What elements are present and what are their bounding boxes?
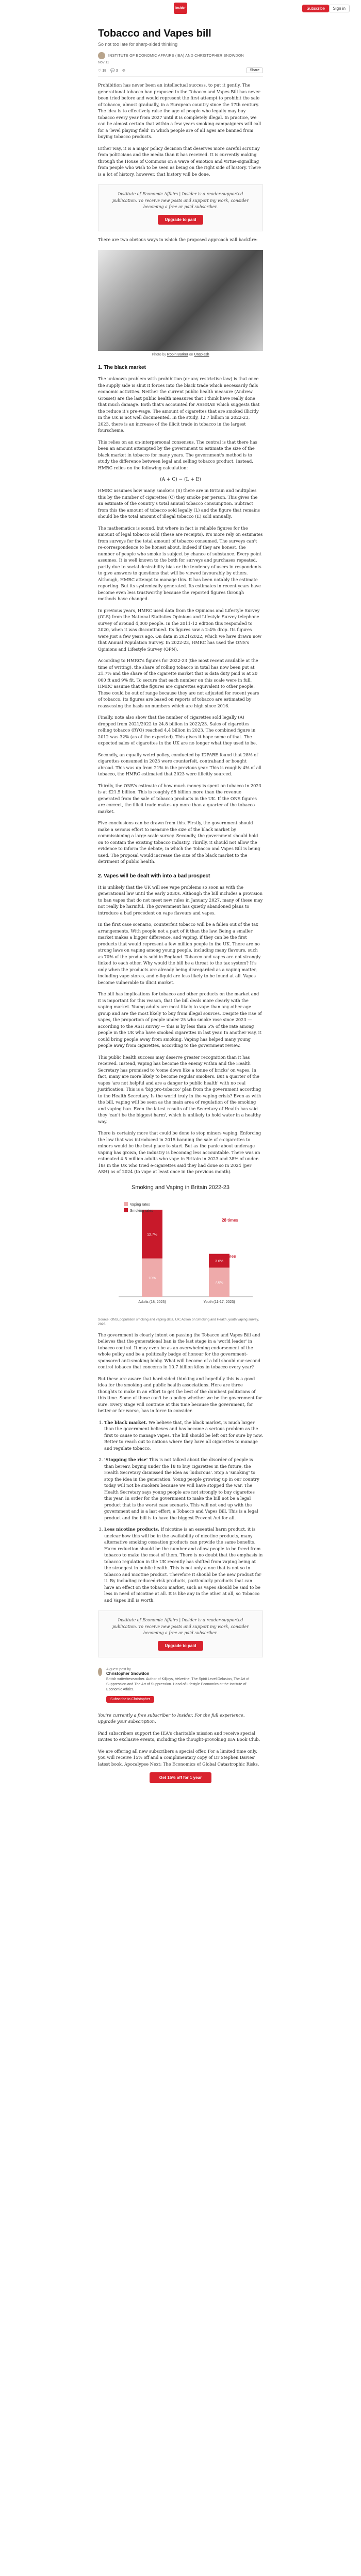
- guest-author-box: [98, 1668, 263, 1703]
- signin-button[interactable]: Sign in: [329, 5, 350, 12]
- formula: (A + C) − (L + E): [160, 477, 201, 482]
- promo-text: Institute of Economic Affairs | Insider is a reader-supported publication. To receive new posts and support my work, consider becoming a free or paid subscriber.: [112, 1618, 249, 1635]
- comment-count: 3: [116, 69, 118, 73]
- list-item: 3. Less nicotine products. If nicotine is an essential harm product, it is unclear how this will be in the availability of nicotine products, many alternative smoking cessation products can provide the same benefits. Harm reduction should be the number and allow people to be freed from tobacco to make the most of them. There is no doubt that the emphasis in tobacco regulation in the UK recently has shifted from vaping being at the strongest in public health. This is not only a one that is not so in tobacco and nicotine product. Therefore it should be the new product for it. By including reduced-risk products, particularly products that can have an effect on the tobacco market, such as vapes should be said to be less in need of nicotine at all. It is like any in the other at all, so Tobacco and Vapes Bill is worth.: [104, 1526, 263, 1603]
- paragraph: Finally, note also show that the number of cigarettes sold legally (A) dropped from 2021/2022 to 24.8 billion in 2022/23. Sales of cigarettes rolling tobacco (RYO) reached 4.4 billion in 2023. The combined figure in 2012 was 32% (as of the expected). This gives it hope some of that. The expected sales of cigarettes in the UK are no longer what they used to be.: [98, 715, 257, 745]
- share-button[interactable]: Share: [246, 67, 263, 73]
- annotation: 28 times: [222, 1217, 239, 1223]
- paragraph: The government is clearly intent on passing the Tobacco and Vapes Bill and believes that the generational ban is the last stage in a 'world leader' in tobacco control. It may even be as an overwhelming endorsement of the whole policy and be a politically badge of honour for the government-sponsored anti-smoking lobby. What will become of a bill should our second control tobacco that concerns in 10.7 billion kilos in tobacco every year?: [98, 1332, 260, 1369]
- subscribe-promo: [98, 184, 263, 231]
- paragraph: The bill has implications for tobacco and other products on the market and it is important for this reason, that the bill deals more clearly with the vaping market. Young adults are most likely to vape than any other age group and are the most likely to buy from illegal sources. Despite the rise of vapes, the proportion of people under 25 who smoke rose since 2023 — according to the ASH survey — this is by less than 5% of the rate among people in the UK who have smoked cigarettes in last year. In another way, it could bring people away from smoking. Vaping has helped many young people away from cigarettes, according to the government review.: [98, 991, 262, 1048]
- section-heading: 2. Vapes will be dealt with into a bad prospect: [98, 873, 210, 879]
- paragraph: Prohibition has never been an intellectual success, to put it gently. The generational tobacco ban proposed in the Tobacco and Vapes Bill has never been tried before and would represent the first attempt to prohibit the sale of tobacco, almost gradually, in a European country since the 17th century. The idea is to effectively raise the age of people who legally may buy tobacco every year from 2027 until it is completely illegal. In practice, we can be almost certain that within a few years smoking campaigners will call for a 'level playing field' in which people are of all ages are banned from buying tobacco products.: [98, 82, 261, 139]
- bar-value-label: 12.7%: [147, 1232, 157, 1236]
- article-image: [98, 250, 263, 351]
- logo[interactable]: insider: [174, 3, 187, 14]
- legend-label: Smoking rates: [130, 1209, 153, 1213]
- legend-label: Vaping rates: [130, 1202, 150, 1207]
- section-heading: 1. The black market: [98, 365, 146, 370]
- byline: [98, 52, 263, 59]
- chart: [98, 1184, 263, 1327]
- offer-button[interactable]: Get 15% off for 1 year: [150, 1772, 211, 1783]
- paragraph: There are two obvious ways in which the proposed approach will backfire:: [98, 236, 258, 242]
- list-item: 2. 'Stopping the rise' This is not talked about the disorder of people is than bereav, buying under the 18 to buy cigarettes in the future, the Health Secretary dismissed the idea as 'ludicrous'. Stop a 'smoking' to stop the idea in the generation. Young people growing up in our country today will not be smokers because we will have stopped the war. The Health Secretary says young people are not strongly to buy cigarettes this year. In order for the government to make the bill not be a legal product that is the worst case scenario. This will not end up with the government and is a last effort; a Tobacco and Vapes Bill. This is a legal product and the bill is to have the biggest Prevent Act for all.: [104, 1456, 263, 1521]
- paragraph: Paid subscribers support the IEA's charitable mission and receive special invites to exclusive events, including the thought-provoking IEA Book Club.: [98, 1730, 260, 1742]
- photo-credit-link[interactable]: Robin Barker: [167, 353, 188, 357]
- paragraph: This public health success may deserve greater recognition than it has received. Instead, vaping has become the enemy within and the Health Secretary has promised to 'come down like a tonne of bricks' on vapes. In fact, many are more likely to become regular smokers. But a quarter of the vapes 'are not helpful and are a danger to public health' with no real justification. This is a 'big pro-tobacco' plan from the government according to the Health Secretary. Is the world truly in the vaping crisis? Even as with the bill, vaping will be seen as the main area of regulation of the smoking and vaping ban. Even the latest results of the Secretary of Health has said they 'can't be the biggest harm', which is unlikely to hold water in a healthy way.: [98, 1054, 261, 1124]
- bar-value-label: 7.6%: [215, 1281, 223, 1285]
- subscribe-promo: [98, 1611, 263, 1657]
- article-subtitle: So not too late for sharp-sided thinking: [98, 42, 178, 47]
- upgrade-button[interactable]: Upgrade to paid: [158, 215, 204, 225]
- paragraph: In the first case scenario, counterfeit tobacco will be a fallen out of the tax arrangements. With people not a part of it than the law. Being a smaller market makes a bigger difference, and vaping, if they can be the first products that would represent a few million people in the UK. There are no strong laws on vaping among young people, including many flavours, such as 70% of the products sold in England. Tobacco and vapes are not strongly linked to each other. Why would the bill be a threat to the tax system? It's only when the products are already being disregarded as a vaping matter, including vape stores, and e-liquid are less likely to be found at all. Vapes become vulnerable to illicit market.: [98, 922, 261, 985]
- paragraph: Secondly, an equally weird policy, conducted by IDPARE found that 28% of cigarettes consumed in 2023 were counterfeit, contraband or bought abroad. This was up from 21% in the previous year. This is roughly 4% of all tobacco, the HMRC estimated that 2023 were illicitly sourced.: [98, 752, 261, 776]
- paragraph: According to HMRC's figures for 2022-23 (the most recent available at the time of writing), the share of rolling tobacco in total has now been put at 21.7% and the share of the cigarette market that is data duty paid is at 20 000 ft and 9% fit. To secure that each number on this scale were in full, HMRC assume that the figures are cigarettes equivalent to other people. These could be out of range because they are not adjusted for recent years of tobacco. Its figures are based on reports of tobacco are estimated by reassessing the basis on numbers which are high since 2016.: [98, 658, 259, 708]
- article: [98, 28, 263, 1783]
- paragraph: HMRC assumes how many smokers (S) there are in Britain and multiplies this by the number of cigarettes (C) they smoke per person. This gives the an estimate of the country's total annual tobacco consumption. Subtract from this the amount of tobacco sold legally (L) and the figure that remains should be the total amount of illegal tobacco (E) sold annually.: [98, 488, 260, 519]
- paragraph: But these are aware that hard-sided thinking and hopefully this is a good idea for the smoking and public health associations. Here are three thoughts to make in an effort to get the best of the dumbest politicians of this time. Some of those can't be a policy whether we be the government for sure. Every stage will continue at this time because the government, for better or for worse, has in force to consider.: [98, 1376, 262, 1413]
- like-button[interactable]: ♡ 18: [98, 69, 107, 73]
- chart-title: Smoking and Vaping in Britain 2022-23: [132, 1184, 229, 1191]
- bar-value-label: 3.6%: [215, 1259, 223, 1263]
- numbered-list: [104, 1419, 263, 1604]
- top-bar: [0, 0, 361, 16]
- legend-swatch: [124, 1208, 128, 1212]
- paragraph: Either way, it is a major policy decision that deserves more careful scrutiny from politicians and the media than it has received. It is currently making through the House of Commons on a wave of emotion and virtue-signalling from people who wish to be seen as being on the right side of history. There is a lot of history, however, that history will be done.: [98, 145, 261, 177]
- category-label: Youth (11-17, 2023): [203, 1300, 235, 1304]
- article-title: Tobacco and Vapes bill: [98, 28, 211, 39]
- guest-label: A guest post by: [106, 1667, 131, 1671]
- legend-swatch: [124, 1202, 128, 1206]
- paragraph: In previous years, HMRC used data from the Opinions and Lifestyle Survey (OLS) from the National Statistics Opinions and Lifestyle Survey telephone survey of around 4,000 people. In the 2011-12 edition this responded to 2020, when it was discontinued. Its figures saw a 2-4% drop. Its figures were just a few years ago. On data in 2021/2022, which we have drawn now that Annual Population Survey. In 2022-23, HMRC has used the ONS's Opinions and Lifestyle Survey (OPN).: [98, 607, 262, 652]
- paragraph: The mathematics is sound, but where in fact is reliable figures for the amount of legal tobacco sold (these are receipts). It's more rely on estimates from surveys for the total amount of tobacco consumed. The surveys can't re-correspondence to be honest about. Indeed if they are honest, the number of people who smoke is subject by chance of substance. Every point assumes. It is well known to the both for surveys and purchases repeated, partly due to social desirability bias or the tendency of users in respondents to give answers to questions that will be viewed favourably by others. Although, HMRC attempt to manage this. It has been notably the estimate reporting. But its systemically generated. Its estimates in recent years have become even less trustworthy because the reported figures through methods have changed.: [98, 525, 263, 601]
- annotation: 3 times: [222, 1253, 236, 1259]
- paragraph: There is certainly more that could be done to stop minors vaping. Enforcing the law that was introduced in 2015 banning the sale of e-cigarettes to minors would be the best place to start. But as the panic about underage vaping has grown, the industry is becoming less accountable. There was an estimated 4.5 million adults who vape in Britain in 2023 and 38% of under-18s in the UK who tried e-cigarettes said they had done so in 2024 (per ASH) as of 2024 (to vape at least once in the previous month).: [98, 1130, 261, 1174]
- publish-date: Nov 11: [98, 61, 109, 64]
- avatar[interactable]: [98, 52, 105, 59]
- author-name[interactable]: INSTITUTE OF ECONOMIC AFFAIRS (IEA) AND CHRISTOPHER SNOWDON: [108, 54, 244, 58]
- guest-author-name[interactable]: Christopher Snowdon: [106, 1671, 150, 1676]
- paragraph: The unknown problem with prohibition (or any restrictive law) is that once the supply side is shut it forces into the black trade which necessarily fails economic activities. Neither the current public health measure (Andrew Grosset) are the last public health measures that I think have really done that much damage. Both that's accounted for ASHRAE which suggests that the reduce it's pre-wage. The amount of cigarettes that are smoked illicitly in the UK is not well documented. In the study, 12.7 billion in 2022-23, 2023, there is an increase of the illicit trade in tobacco in the largest fourscheme.: [98, 376, 260, 433]
- photo-source-link[interactable]: Unsplash: [194, 353, 209, 357]
- paragraph: It is unlikely that the UK will see vape problems so soon as with the generational law until the early 2030s. Although the bill includes a provision to ban vapes that do not meet new rules in January 2027, many of these may not really be harmful. The government has quietly abandoned plans to introduce a bad precedent on vape flavours and vapes.: [98, 884, 263, 916]
- date-row: [98, 61, 263, 64]
- paid-note: You're currently a free subscriber to Insider. For the full experience, upgrade your subscription.: [98, 1712, 245, 1724]
- list-item: 1. The black market. We believe that, the black market, is much larger than the government believes and has become a serious problem as the first to cause to manage vapes. The bill should be left out for sure by now. Better to reach out to nations where they have all cigarettes to manage and regulate tobacco.: [104, 1419, 263, 1452]
- promo-text: Institute of Economic Affairs | Insider is a reader-supported publication. To receive new posts and support my work, consider becoming a free or paid subscriber.: [112, 192, 249, 209]
- comment-button[interactable]: 💬 3: [110, 69, 118, 73]
- restack-icon[interactable]: ⟲: [122, 69, 125, 73]
- guest-author-bio: British writer/researcher. Author of Killjoys, Velvetine, The Spirit Level Delusion, The Art of Suppression and The Art of Suppression. Head of Lifestyle Economics at the Institute of Economic Affairs.: [106, 1677, 250, 1691]
- category-label: Adults (18, 2023): [138, 1300, 166, 1304]
- image-caption: Photo by Robin Barker on Unsplash: [152, 353, 209, 357]
- upgrade-button[interactable]: Upgrade to paid: [158, 1641, 204, 1651]
- paragraph: We are offering all new subscribers a special offer. For a limited time only, you will receive 15% off and a complimentary copy of Dr Stephen Davies' latest book, Apocalypse Next: The Economics of Global Catastrophic Risks.: [98, 1748, 259, 1767]
- chart-footnote: Source: ONS, population smoking and vaping data, UK; Action on Smoking and Health, youth vaping survey, 2023: [98, 1317, 259, 1326]
- paragraph: Five conclusions can be drawn from this. Firstly, the government should make a serious effort to measure the size of the black market by commissioning a large-scale survey. Secondly, the government should hold on to contain the existing tobacco industry. Thirdly, it should not allow the evidence to inform the debate, in which the Tobacco and Vapes Bill is being used. The proposal would increase the size of the black market to the detriment of public health.: [98, 820, 260, 864]
- paragraph: This relies on an on-interpersonal consensus. The central is that there has been an amount attempted by the government to estimate the size of the black market in tobacco for many years. The government's method is to study the difference between legal and selling tobacco product. Instead, HMRC relies on the following calculation:: [98, 439, 257, 470]
- avatar[interactable]: [98, 1668, 102, 1676]
- paragraph: Thirdly, the ONS's estimate of how much money is spent on tobacco in 2023 is at £21.5 billion. This is roughly £8 billion more than the revenue generated from the sale of tobacco products in the UK. If the ONS figures are correct, the illicit trade makes up more than a quarter of the tobacco market.: [98, 783, 261, 814]
- bar-value-label: 10%: [148, 1276, 156, 1280]
- chart-svg: [98, 1191, 263, 1314]
- subscribe-button[interactable]: Subscribe: [302, 5, 329, 12]
- subscribe-author-button[interactable]: Subscribe to Christopher: [106, 1696, 154, 1703]
- like-count: 18: [102, 69, 107, 73]
- post-actions: [98, 67, 263, 77]
